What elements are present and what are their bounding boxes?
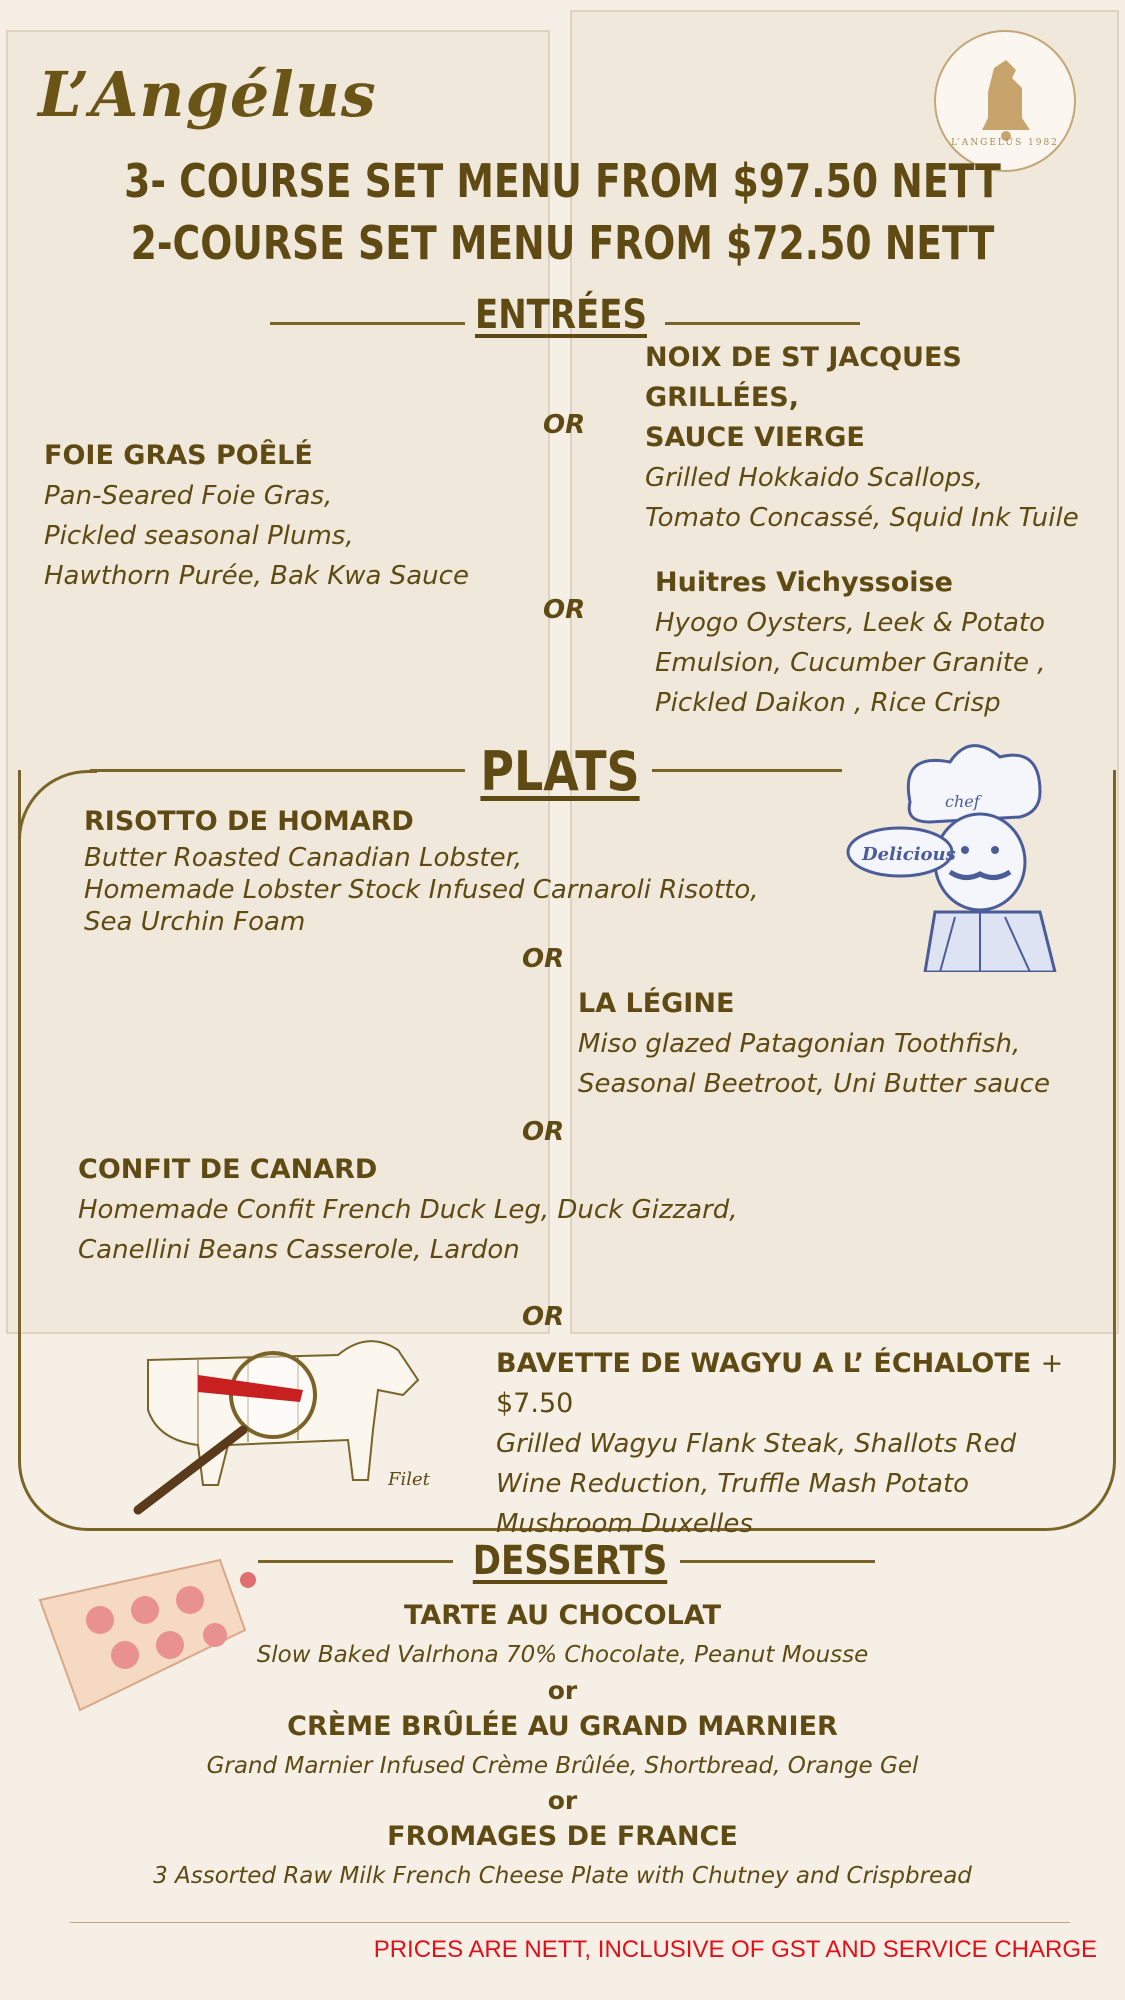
dessert-name: FROMAGES DE FRANCE [387,1821,738,1852]
bell-icon [936,32,1074,170]
entrees-title: ENTRÉES [475,292,647,338]
dish-name: FOIE GRAS POÊLÉ [44,440,313,471]
entrees-rule-left [270,322,465,325]
or-separator: or [547,1786,578,1815]
dish-desc: Homemade Confit French Duck Leg, Duck Gizzard, [78,1195,738,1225]
dish-name: SAUCE VIERGE [645,422,865,453]
plat-risotto [84,802,759,938]
seal-text: L’ANGELUS 1982 [951,138,1059,148]
dish-desc: Canellini Beans Casserole, Lardon [78,1235,520,1265]
dish-desc: Mushroom Duxelles [496,1509,753,1539]
dish-desc: Tomato Concassé, Squid Ink Tuile [645,503,1079,533]
dish-name [496,1344,1125,1424]
chef-hat-text: chef [945,792,980,811]
seal-logo [934,30,1076,172]
dessert-name: TARTE AU CHOCOLAT [404,1600,721,1631]
dish-desc: Grilled Hokkaido Scallops, [645,463,984,493]
plats-rule-right [652,769,842,772]
dish-desc: Sea Urchin Foam [84,907,306,937]
dish-name: RISOTTO DE HOMARD [84,806,414,837]
supplement-price: + $7.50 [496,1348,1064,1419]
plat-legine [578,984,1050,1104]
or-separator: OR [522,1117,565,1147]
cow-illustration [118,1320,438,1520]
dish-desc: Grilled Wagyu Flank Steak, Shallots Red [496,1429,1017,1459]
footer-note: PRICES ARE NETT, INCLUSIVE OF GST AND SERVICE CHARGE [373,1936,1097,1963]
entrees-rule-right [665,322,860,325]
dish-desc: Wine Reduction, Truffle Mash Potato [496,1469,970,1499]
dish-desc: Homemade Lobster Stock Infused Carnaroli Risotto, [84,875,759,905]
dish-name: NOIX DE ST JACQUES GRILLÉES, [645,342,962,413]
plats-title: PLATS [480,740,640,803]
plats-rule-left [90,769,465,772]
entree-huitres [655,563,1046,723]
dessert-name: CRÈME BRÛLÉE AU GRAND MARNIER [287,1711,838,1742]
desserts-rule-left [258,1560,453,1563]
chef-illustration [840,732,1080,972]
dish-desc: Miso glazed Patagonian Toothfish, [578,1029,1021,1059]
or-separator: or [547,1676,578,1705]
dessert-desc: Slow Baked Valrhona 70% Chocolate, Peanut Mousse [256,1642,869,1668]
dish-desc: Hawthorn Purée, Bak Kwa Sauce [44,561,469,591]
footer-divider [70,1922,1070,1923]
plat-confit-de-canard [78,1150,738,1270]
desserts-rule-right [680,1560,875,1563]
dessert-desc: Grand Marnier Infused Crème Brûlée, Shortbread, Orange Gel [206,1753,919,1779]
dish-name: LA LÉGINE [578,988,735,1019]
or-separator: OR [522,1302,565,1332]
brand-logo: L’Angélus [38,58,377,131]
headline-2-course: 2-COURSE SET MENU FROM $72.50 NETT [130,216,995,270]
dish-desc: Seasonal Beetroot, Uni Butter sauce [578,1069,1050,1099]
or-separator: OR [522,944,565,974]
dish-name: Huitres Vichyssoise [655,567,953,598]
entree-foie-gras [44,436,469,596]
dessert-desc: 3 Assorted Raw Milk French Cheese Plate with Chutney and Crispbread [153,1863,972,1889]
dish-desc: Pan-Seared Foie Gras, [44,481,333,511]
desserts-title: DESSERTS [472,1538,668,1584]
dish-name: CONFIT DE CANARD [78,1154,378,1185]
entree-noix-de-st-jacques [645,338,1125,538]
or-separator: OR [543,595,586,625]
or-separator: OR [543,410,586,440]
dish-desc: Hyogo Oysters, Leek & Potato [655,608,1046,638]
headline-3-course: 3- COURSE SET MENU FROM $97.50 NETT [124,154,1001,208]
dish-name-text: BAVETTE DE WAGYU A L’ ÉCHALOTE [496,1348,1032,1379]
chef-speech-text: Delicious [862,844,956,865]
plat-bavette-de-wagyu [496,1344,1125,1544]
dish-desc: Emulsion, Cucumber Granite , [655,648,1046,678]
dish-desc: Butter Roasted Canadian Lobster, [84,843,523,873]
dish-desc: Pickled seasonal Plums, [44,521,354,551]
dish-desc: Pickled Daikon , Rice Crisp [655,688,1001,718]
cow-label-filet: Filet [388,1469,430,1490]
